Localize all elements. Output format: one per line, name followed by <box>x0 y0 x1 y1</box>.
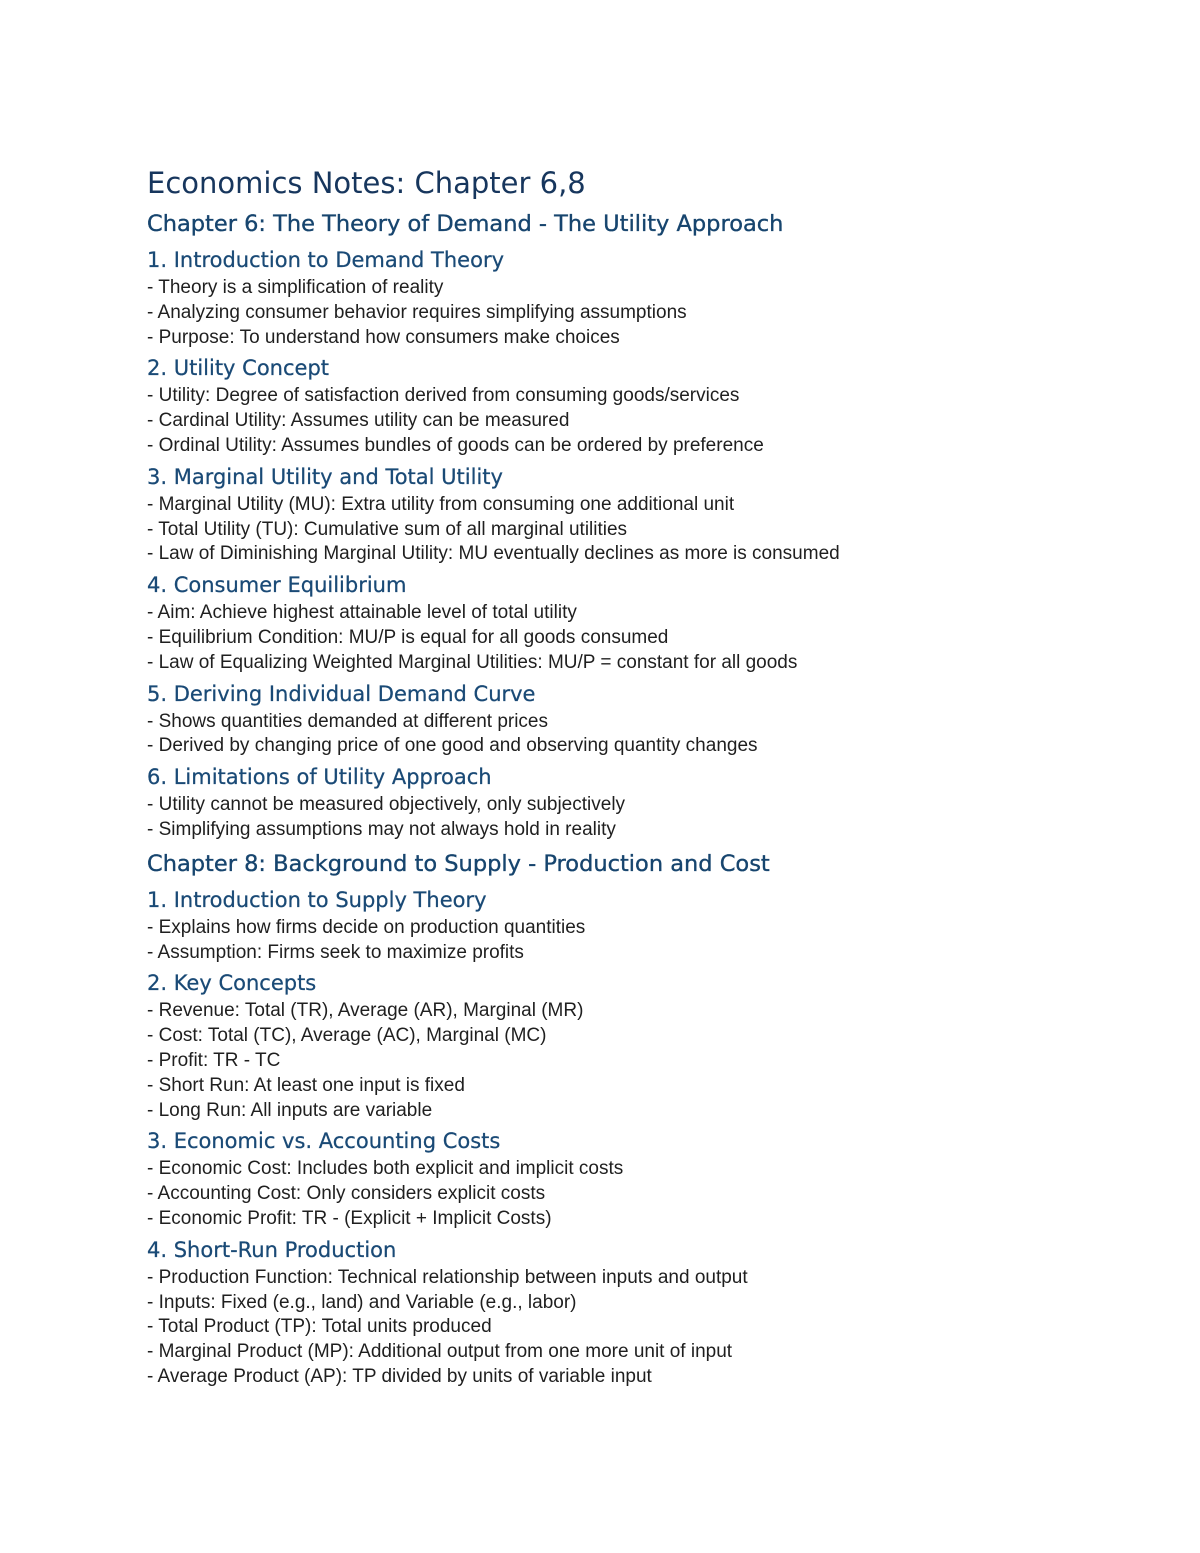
bullet-item: - Short Run: At least one input is fixed <box>147 1074 465 1096</box>
bullet-item: - Derived by changing price of one good and observing quantity changes <box>147 735 758 757</box>
bullet-item: - Cardinal Utility: Assumes utility can be measured <box>147 410 570 432</box>
bullet-item: - Shows quantities demanded at different prices <box>147 710 548 732</box>
section-heading: 3. Marginal Utility and Total Utility <box>147 464 503 489</box>
section <box>147 761 1147 843</box>
bullet-list <box>147 1266 1147 1390</box>
section-heading: 4. Consumer Equilibrium <box>147 573 407 598</box>
section-heading: 5. Deriving Individual Demand Curve <box>147 681 536 706</box>
bullet-list <box>147 601 1147 675</box>
bullet-item: - Equilibrium Condition: MU/P is equal for all goods consumed <box>147 626 669 648</box>
bullet-list <box>147 793 1147 843</box>
section <box>147 967 1147 1123</box>
bullet-item: - Marginal Product (MP): Additional output from one more unit of input <box>147 1341 733 1363</box>
bullet-item: - Analyzing consumer behavior requires simplifying assumptions <box>147 301 687 323</box>
section-heading: 2. Key Concepts <box>147 971 317 996</box>
bullet-item: - Long Run: All inputs are variable <box>147 1099 433 1121</box>
section-heading: 6. Limitations of Utility Approach <box>147 765 492 790</box>
bullet-item: - Accounting Cost: Only considers explicit costs <box>147 1183 546 1205</box>
bullet-item: - Utility: Degree of satisfaction derived from consuming goods/services <box>147 385 740 407</box>
bullet-list <box>147 1157 1147 1231</box>
section <box>147 678 1147 760</box>
section-heading: 1. Introduction to Supply Theory <box>147 887 487 912</box>
chapter-heading: Chapter 6: The Theory of Demand - The Utility Approach <box>147 211 784 237</box>
bullet-item: - Law of Diminishing Marginal Utility: MU eventually declines as more is consumed <box>147 543 840 565</box>
chapter <box>147 846 1147 1390</box>
bullet-item: - Ordinal Utility: Assumes bundles of goods can be ordered by preference <box>147 434 764 456</box>
bullet-item: - Theory is a simplification of reality <box>147 277 444 298</box>
bullet-item: - Total Product (TP): Total units produced <box>147 1316 492 1338</box>
section <box>147 884 1147 966</box>
bullet-item: - Production Function: Technical relationship between inputs and output <box>147 1266 748 1288</box>
bullet-item: - Law of Equalizing Weighted Marginal Utilities: MU/P = constant for all goods <box>147 651 798 673</box>
bullet-list <box>147 493 1147 567</box>
document-body <box>147 163 1147 1392</box>
bullet-list <box>147 916 1147 966</box>
bullet-item: - Economic Cost: Includes both explicit and implicit costs <box>147 1158 624 1180</box>
chapter-heading: Chapter 8: Background to Supply - Production and Cost <box>147 850 770 877</box>
bullet-item: - Inputs: Fixed (e.g., land) and Variable (e.g., labor) <box>147 1291 577 1313</box>
bullet-list <box>147 276 1147 350</box>
section-heading: 4. Short-Run Production <box>147 1237 397 1262</box>
bullet-item: - Marginal Utility (MU): Extra utility from consuming one additional unit <box>147 493 735 515</box>
section-heading: 1. Introduction to Demand Theory <box>147 248 505 272</box>
document-title: Economics Notes: Chapter 6,8 <box>147 166 586 200</box>
bullet-item: - Purpose: To understand how consumers make choices <box>147 326 620 348</box>
bullet-item: - Revenue: Total (TR), Average (AR), Marginal (MR) <box>147 1000 584 1022</box>
chapter <box>147 206 1147 843</box>
bullet-item: - Aim: Achieve highest attainable level of total utility <box>147 602 577 624</box>
bullet-item: - Average Product (AP): TP divided by units of variable input <box>147 1365 652 1387</box>
chapter-list <box>147 206 1147 1390</box>
bullet-item: - Utility cannot be measured objectively, only subjectively <box>147 794 626 816</box>
section <box>147 461 1147 567</box>
bullet-item: - Assumption: Firms seek to maximize profits <box>147 941 524 963</box>
section <box>147 1125 1147 1231</box>
section <box>147 352 1147 458</box>
bullet-list <box>147 999 1147 1123</box>
section <box>147 1234 1147 1390</box>
bullet-item: - Simplifying assumptions may not always hold in reality <box>147 818 616 840</box>
bullet-item: - Cost: Total (TC), Average (AC), Marginal (MC) <box>147 1025 547 1047</box>
bullet-list <box>147 384 1147 458</box>
bullet-item: - Total Utility (TU): Cumulative sum of all marginal utilities <box>147 518 628 540</box>
section-heading: 2. Utility Concept <box>147 356 330 381</box>
section <box>147 244 1147 350</box>
section <box>147 569 1147 675</box>
bullet-item: - Profit: TR - TC <box>147 1049 281 1071</box>
bullet-list <box>147 710 1147 760</box>
section-heading: 3. Economic vs. Accounting Costs <box>147 1129 501 1154</box>
bullet-item: - Explains how firms decide on production quantities <box>147 916 586 938</box>
bullet-item: - Economic Profit: TR - (Explicit + Implicit Costs) <box>147 1207 552 1229</box>
